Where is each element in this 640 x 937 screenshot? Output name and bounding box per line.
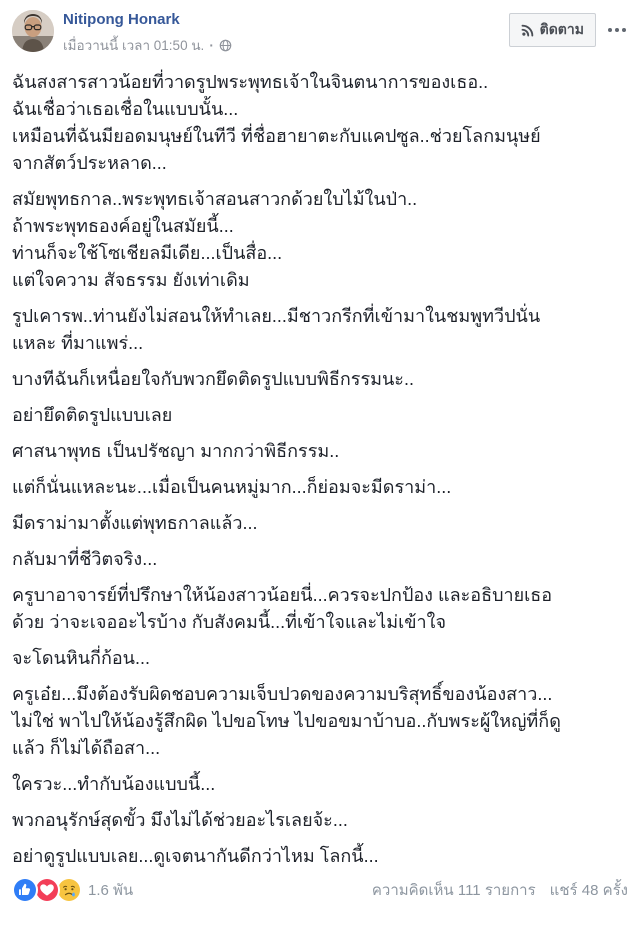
- post-line: พวกอนุรักษ์สุดขั้ว มึงไม่ได้ช่วยอะไรเลยจ้ะ...: [12, 810, 348, 830]
- more-options-button[interactable]: [606, 24, 628, 36]
- post-paragraph: [12, 645, 628, 672]
- post-line: ครูเอ๋ย...มึงต้องรับผิดชอบความเจ็บปวดของความบริสุทธิ์ของน้องสาว...: [12, 684, 553, 704]
- post-line: ฉันเชื่อว่าเธอเชื่อในแบบนั้น...: [12, 99, 239, 119]
- post-line: ใครวะ...ทำกับน้องแบบนี้...: [12, 774, 216, 794]
- post-line: จะโดนหินกี่ก้อน...: [12, 648, 150, 668]
- post-line: อย่าดูรูปแบบเลย...ดูเจตนากันดีกว่าไหม โลกนี้...: [12, 846, 379, 866]
- timestamp[interactable]: เมื่อวานนี้ เวลา 01:50 น.: [63, 38, 205, 53]
- post-header: [12, 10, 628, 56]
- follow-button-label: ติดตาม: [539, 21, 584, 37]
- post-line: จากสัตว์ประหลาด...: [12, 153, 167, 173]
- post-line: แต่ใจความ สัจธรรม ยังเท่าเดิม: [12, 270, 250, 290]
- post-paragraph: [12, 438, 628, 465]
- post-line: ครูบาอาจารย์ที่ปรึกษาให้น้องสาวน้อยนี่...ควรจะปกป้อง และอธิบายเธอ: [12, 585, 553, 605]
- dot-icon: [615, 28, 619, 32]
- post-line: อย่ายึดติดรูปแบบเลย: [12, 405, 173, 425]
- globe-icon: [219, 39, 232, 52]
- post-paragraph: [12, 474, 628, 501]
- post-line: บางทีฉันก็เหนื่อยใจกับพวกยึดติดรูปแบบพิธีกรรมนะ..: [12, 369, 414, 389]
- post-paragraph: [12, 843, 628, 870]
- post-text: [12, 69, 628, 870]
- post-line: เหมือนที่ฉันมียอดมนุษย์ในทีวี ที่ชื่อฮายาตะกับแคปซูล..ช่วยโลกมนุษย์: [12, 126, 541, 146]
- author-name-link[interactable]: Nitipong Honark: [63, 11, 180, 28]
- post-paragraph: [12, 303, 628, 357]
- shares-count-link[interactable]: แชร์ 48 ครั้ง: [549, 882, 628, 899]
- reactions-summary[interactable]: [12, 877, 133, 903]
- dot-icon: [622, 28, 626, 32]
- post-line: รูปเคารพ..ท่านยังไม่สอนให้ทำเลย...มีชาวกรีกที่เข้ามาในชมพูทวีปนั่น: [12, 306, 541, 326]
- post-paragraph: [12, 546, 628, 573]
- post-line: ไม่ใช่ พาไปให้น้องรู้สึกผิด ไปขอโทษ ไปขอขมาบ้าบอ..กับพระผู้ใหญ่ที่ก็ดู: [12, 711, 561, 731]
- follow-button[interactable]: [509, 13, 596, 47]
- post-paragraph: [12, 510, 628, 537]
- header-actions: [509, 10, 628, 47]
- footer-right: [372, 878, 628, 902]
- reaction-count[interactable]: 1.6 พัน: [88, 882, 134, 899]
- post-paragraph: [12, 186, 628, 294]
- post-line: แล้ว ก็ไม่ได้ถือสา...: [12, 738, 161, 758]
- post-paragraph: [12, 402, 628, 429]
- post-line: แหละ ที่มาแพร่...: [12, 333, 144, 353]
- post-line: ด้วย ว่าจะเจออะไรบ้าง กับสังคมนี้...ที่เข้าใจและไม่เข้าใจ: [12, 612, 447, 632]
- post-paragraph: [12, 582, 628, 636]
- post-line: ศาสนาพุทธ เป็นปรัชญา มากกว่าพิธีกรรม..: [12, 441, 340, 461]
- post-footer: [12, 877, 628, 903]
- post-paragraph: [12, 69, 628, 177]
- post-paragraph: [12, 681, 628, 762]
- post-line: ถ้าพระพุทธองค์อยู่ในสมัยนี้...: [12, 216, 234, 236]
- post-line: มีดราม่ามาตั้งแต่พุทธกาลแล้ว...: [12, 513, 258, 533]
- avatar-photo: [12, 10, 54, 52]
- avatar[interactable]: [12, 10, 54, 52]
- post-line: ท่านก็จะใช้โซเชียลมีเดีย...เป็นสื่อ...: [12, 243, 283, 263]
- meta-separator: ·: [209, 37, 214, 53]
- post-line: สมัยพุทธกาล..พระพุทธเจ้าสอนสาวกด้วยใบไม้ในป่า..: [12, 189, 418, 209]
- post-paragraph: [12, 807, 628, 834]
- like-reaction-icon[interactable]: [12, 877, 38, 903]
- post-line: ฉันสงสารสาวน้อยที่วาดรูปพระพุทธเจ้าในจินตนาการของเธอ..: [12, 72, 489, 92]
- post-meta: [63, 34, 509, 56]
- follow-rss-icon: [521, 24, 534, 37]
- post-paragraph: [12, 366, 628, 393]
- dot-icon: [608, 28, 612, 32]
- post-line: กลับมาที่ชีวิตจริง...: [12, 549, 158, 569]
- comments-count-link[interactable]: ความคิดเห็น 111 รายการ: [371, 882, 536, 899]
- post-line: แต่ก็นั่นแหละนะ...เมื่อเป็นคนหมู่มาก...ก็ย่อมจะมีดราม่า...: [12, 477, 452, 497]
- post-paragraph: [12, 771, 628, 798]
- header-info: [63, 10, 509, 56]
